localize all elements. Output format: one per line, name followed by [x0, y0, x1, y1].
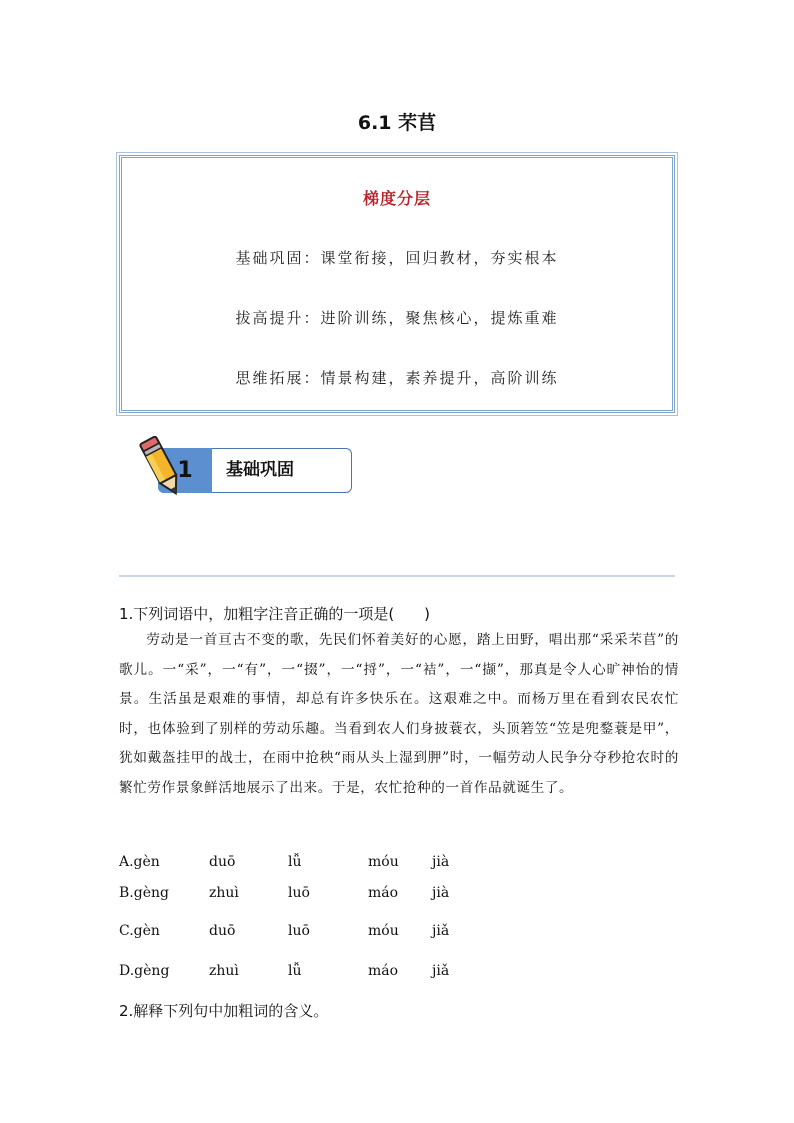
option-label: D.gèng — [119, 963, 170, 979]
tier-box — [119, 155, 675, 413]
tier-line-basic: 基础巩固：课堂衔接，回归教材，夯实根本 — [235, 249, 559, 267]
option-value: jiǎ — [432, 923, 450, 939]
option-value: zhuì — [209, 963, 239, 979]
section-label: 基础巩固 — [226, 460, 294, 480]
option-value: móu — [368, 854, 399, 870]
section-badge — [134, 436, 330, 498]
option-value: máo — [368, 963, 399, 979]
option-value: luō — [288, 923, 310, 939]
option-value: jiǎ — [432, 963, 450, 979]
pencil-icon — [134, 436, 194, 502]
option-label: A.gèn — [119, 854, 160, 870]
option-label: C.gèn — [119, 923, 160, 939]
option-value: luō — [288, 885, 310, 901]
option-value: duō — [209, 854, 236, 870]
section-number: 1 — [177, 458, 193, 483]
option-value: lǚ — [288, 963, 302, 979]
option-value: móu — [368, 923, 399, 939]
question-2-stem: 2.解释下列句中加粗词的含义。 — [119, 1002, 329, 1020]
option-value: jià — [432, 885, 450, 901]
option-label: B.gèng — [119, 885, 169, 901]
option-value: duō — [209, 923, 236, 939]
option-value: jià — [432, 854, 450, 870]
tier-heading: 梯度分层 — [362, 189, 431, 208]
option-value: lǚ — [288, 854, 302, 870]
divider — [119, 575, 675, 577]
option-value: zhuì — [209, 885, 239, 901]
question-1-stem: 1.下列词语中，加粗字注音正确的一项是( ) — [119, 605, 431, 623]
question-1-passage: 劳动是一首亘古不变的歌，先民们怀着美好的心愿，踏上田野，唱出那“采采芣苢”的歌儿。一“采”，一“有”，一“掇”，一“捋”，一“袺”，一“撷”，那真是令人心旷神怡的情景。生活虽是艰难的事情，却总有许多快乐在。这艰难之中。而杨万里在看到农民农忙时，也体验到了别样的劳动乐趣。当看到农人们身披蓑衣，头顶箬笠“笠是兜鍪蓑是甲”，犹如戴盔挂甲的战士，在雨中抢秧“雨从头上湿到胛”时，一幅劳动人民争分夺秒抢农时的繁忙劳作景象鲜活地展示了出来。于是，农忙抢种的一首作品就诞生了。 — [119, 632, 679, 796]
tier-line-extension: 思维拓展：情景构建，素养提升，高阶训练 — [235, 369, 559, 387]
page-title: 6.1 芣苢 — [357, 112, 437, 134]
option-value: máo — [368, 885, 399, 901]
tier-line-advanced: 拔高提升：进阶训练，聚焦核心，提炼重难 — [235, 309, 559, 327]
